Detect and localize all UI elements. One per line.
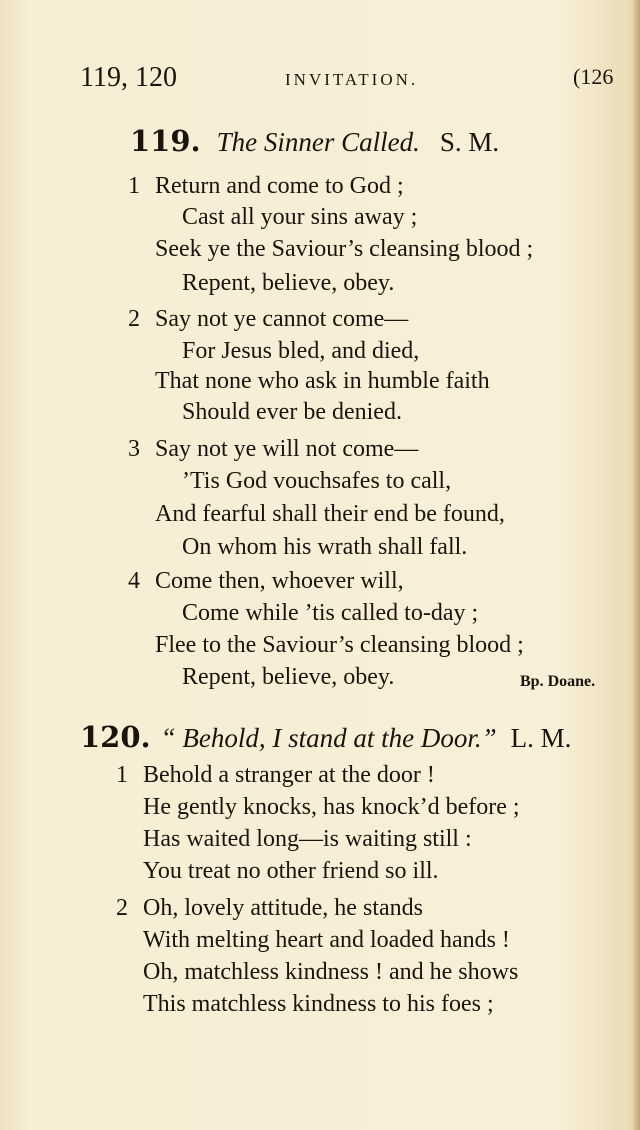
verse-line: Oh, lovely attitude, he stands bbox=[143, 895, 423, 921]
verse-line: Should ever be denied. bbox=[182, 399, 402, 425]
hymn-number: 120. bbox=[80, 720, 151, 754]
verse-line: Come then, whoever will, bbox=[155, 568, 404, 594]
verse-line: Has waited long—is waiting still : bbox=[143, 826, 472, 852]
verse-line: Say not ye will not come— bbox=[155, 436, 419, 462]
hymn-meter: L. M. bbox=[510, 723, 572, 753]
verse-line: Seek ye the Saviour’s cleansing blood ; bbox=[155, 236, 534, 262]
hymn-author: Bp. Doane. bbox=[520, 673, 596, 690]
verse-line: That none who ask in humble faith bbox=[155, 368, 490, 394]
hymn-119-title bbox=[130, 124, 499, 158]
verse-number: 2 bbox=[116, 895, 128, 921]
verse-line: On whom his wrath shall fall. bbox=[182, 534, 468, 560]
hymn-name: “ Behold, I stand at the Door.” bbox=[160, 723, 497, 753]
header-page-number: (126 bbox=[573, 64, 614, 89]
verse-line: Oh, matchless kindness ! and he shows bbox=[143, 959, 519, 985]
verse-line: Behold a stranger at the door ! bbox=[143, 762, 435, 788]
verse-line: And fearful shall their end be found, bbox=[155, 501, 505, 527]
verse-line: ’Tis God vouchsafes to call, bbox=[182, 468, 452, 494]
header-hymn-numbers: 119, 120 bbox=[80, 62, 177, 93]
verse-line: This matchless kindness to his foes ; bbox=[143, 991, 494, 1017]
hymn-number: 119. bbox=[130, 124, 201, 158]
verse-line: For Jesus bled, and died, bbox=[182, 338, 420, 364]
running-header bbox=[80, 62, 620, 96]
verse-line: He gently knocks, has knock’d before ; bbox=[143, 794, 520, 820]
hymn-name: The Sinner Called. bbox=[216, 127, 420, 157]
hymn-120-title bbox=[80, 720, 571, 754]
verse-line: Return and come to God ; bbox=[155, 173, 404, 199]
verse-line: Say not ye cannot come— bbox=[155, 306, 409, 332]
hymn-meter: S. M. bbox=[439, 127, 500, 157]
verse-number: 3 bbox=[128, 436, 140, 462]
verse-line: Come while ’tis called to-day ; bbox=[182, 600, 479, 626]
verse-line: With melting heart and loaded hands ! bbox=[143, 927, 510, 953]
verse-line: Repent, believe, obey. bbox=[182, 270, 395, 296]
verse-number: 1 bbox=[128, 173, 140, 199]
verse-number: 2 bbox=[128, 306, 140, 332]
verse-line: Flee to the Saviour’s cleansing blood ; bbox=[155, 632, 524, 658]
header-section-title: INVITATION. bbox=[285, 70, 419, 89]
verse-number: 4 bbox=[128, 568, 140, 594]
verse-number: 1 bbox=[116, 762, 128, 788]
verse-line: Cast all your sins away ; bbox=[182, 204, 418, 230]
verse-line: Repent, believe, obey. bbox=[182, 664, 395, 690]
page-edge bbox=[634, 0, 640, 1130]
verse-line: You treat no other friend so ill. bbox=[143, 858, 439, 884]
